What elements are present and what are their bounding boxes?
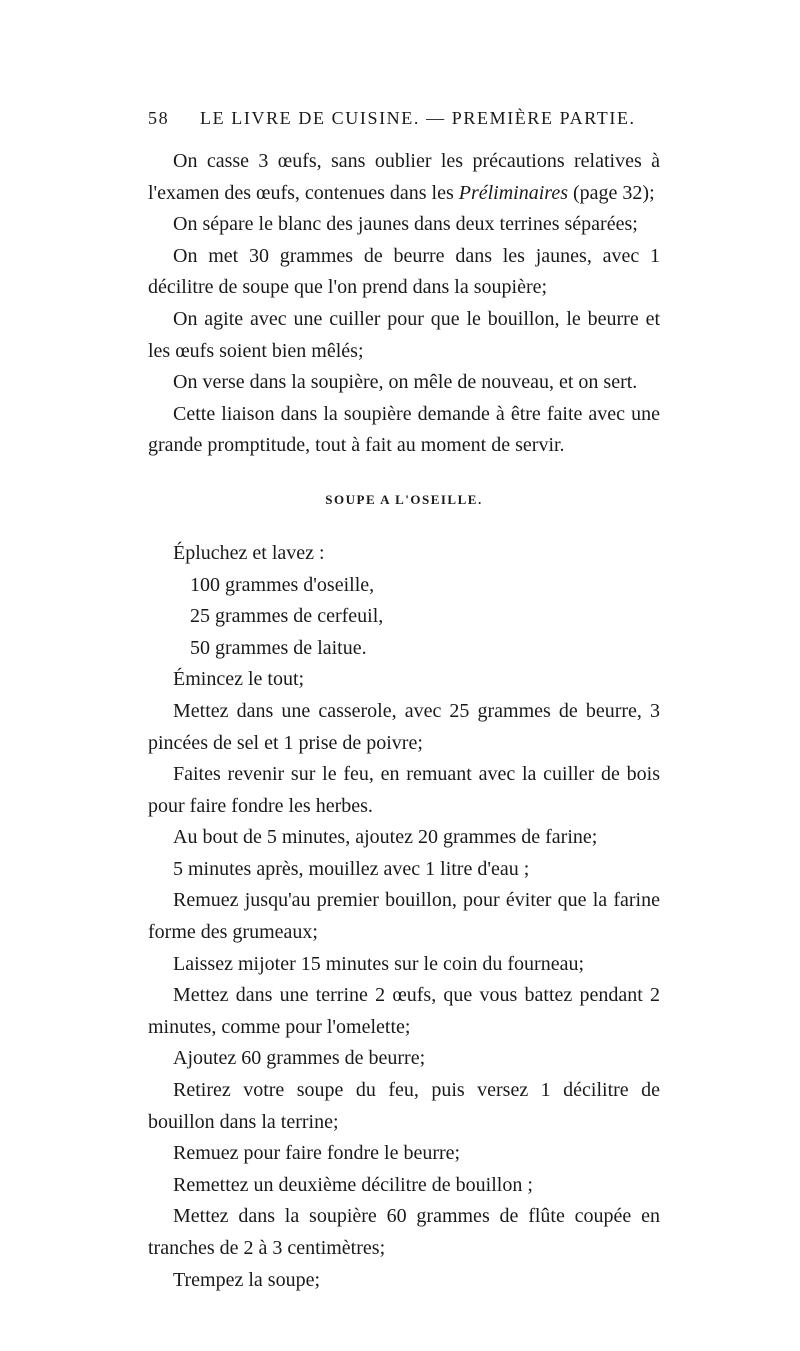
body-text (148, 146, 660, 1296)
ingredient-item: 100 grammes d'oseille, (190, 573, 375, 596)
recipe-step: Remettez un deuxième décilitre de bouillon ; (173, 1173, 533, 1196)
italic-reference: Préliminaires (458, 181, 568, 204)
recipe-step: Épluchez et lavez : (173, 541, 325, 564)
recipe-step: Au bout de 5 minutes, ajoutez 20 grammes de farine; (173, 826, 598, 849)
recipe-step: Faites revenir sur le feu, en remuant avec la cuiller de bois pour faire fondre les herbes. (148, 763, 660, 817)
paragraph: On verse dans la soupière, on mêle de nouveau, et on sert. (173, 371, 638, 394)
recipe-step: Mettez dans une casserole, avec 25 grammes de beurre, 3 pincées de sel et 1 prise de poivre; (148, 699, 660, 754)
recipe-step: Trempez la soupe; (173, 1268, 321, 1291)
recipe-title: SOUPE A L'OSEILLE. (325, 491, 483, 507)
recipe-step: Laissez mijoter 15 minutes sur le coin du fourneau; (173, 952, 585, 975)
ingredient-item: 50 grammes de laitue. (190, 636, 367, 659)
paragraph: On casse 3 œufs, sans oublier les précautions relatives à l'examen des œufs, contenues dans les Préliminaires (page 32); (148, 150, 660, 204)
recipe-step: Remuez pour faire fondre le beurre; (173, 1142, 461, 1165)
recipe-step: Émincez le tout; (173, 668, 305, 691)
recipe-step: Mettez dans la soupière 60 grammes de flûte coupée en tranches de 2 à 3 centimètres; (148, 1205, 660, 1259)
paragraph: On sépare le blanc des jaunes dans deux terrines séparées; (173, 213, 638, 236)
recipe-step: Mettez dans une terrine 2 œufs, que vous battez pendant 2 minutes, comme pour l'omelette; (148, 984, 660, 1038)
paragraph: On met 30 grammes de beurre dans les jaunes, avec 1 décilitre de soupe que l'on prend dans la soupière; (148, 244, 660, 299)
running-head (148, 108, 668, 129)
recipe-step: Remuez jusqu'au premier bouillon, pour éviter que la farine forme des grumeaux; (148, 889, 660, 944)
paragraph: On agite avec une cuiller pour que le bouillon, le beurre et les œufs soient bien mêlés; (148, 307, 660, 362)
ingredient-item: 25 grammes de cerfeuil, (190, 605, 384, 628)
running-title: LE LIVRE DE CUISINE. — PREMIÈRE PARTIE. (200, 108, 636, 128)
page-number: 58 (148, 108, 170, 128)
paragraph: Cette liaison dans la soupière demande à être faite avec une grande promptitude, tout à fait au moment de servir. (148, 402, 660, 457)
recipe-step: 5 minutes après, mouillez avec 1 litre d'eau ; (173, 857, 530, 880)
recipe-step: Retirez votre soupe du feu, puis versez 1 décilitre de bouillon dans la terrine; (148, 1079, 660, 1133)
recipe-step: Ajoutez 60 grammes de beurre; (173, 1047, 426, 1070)
